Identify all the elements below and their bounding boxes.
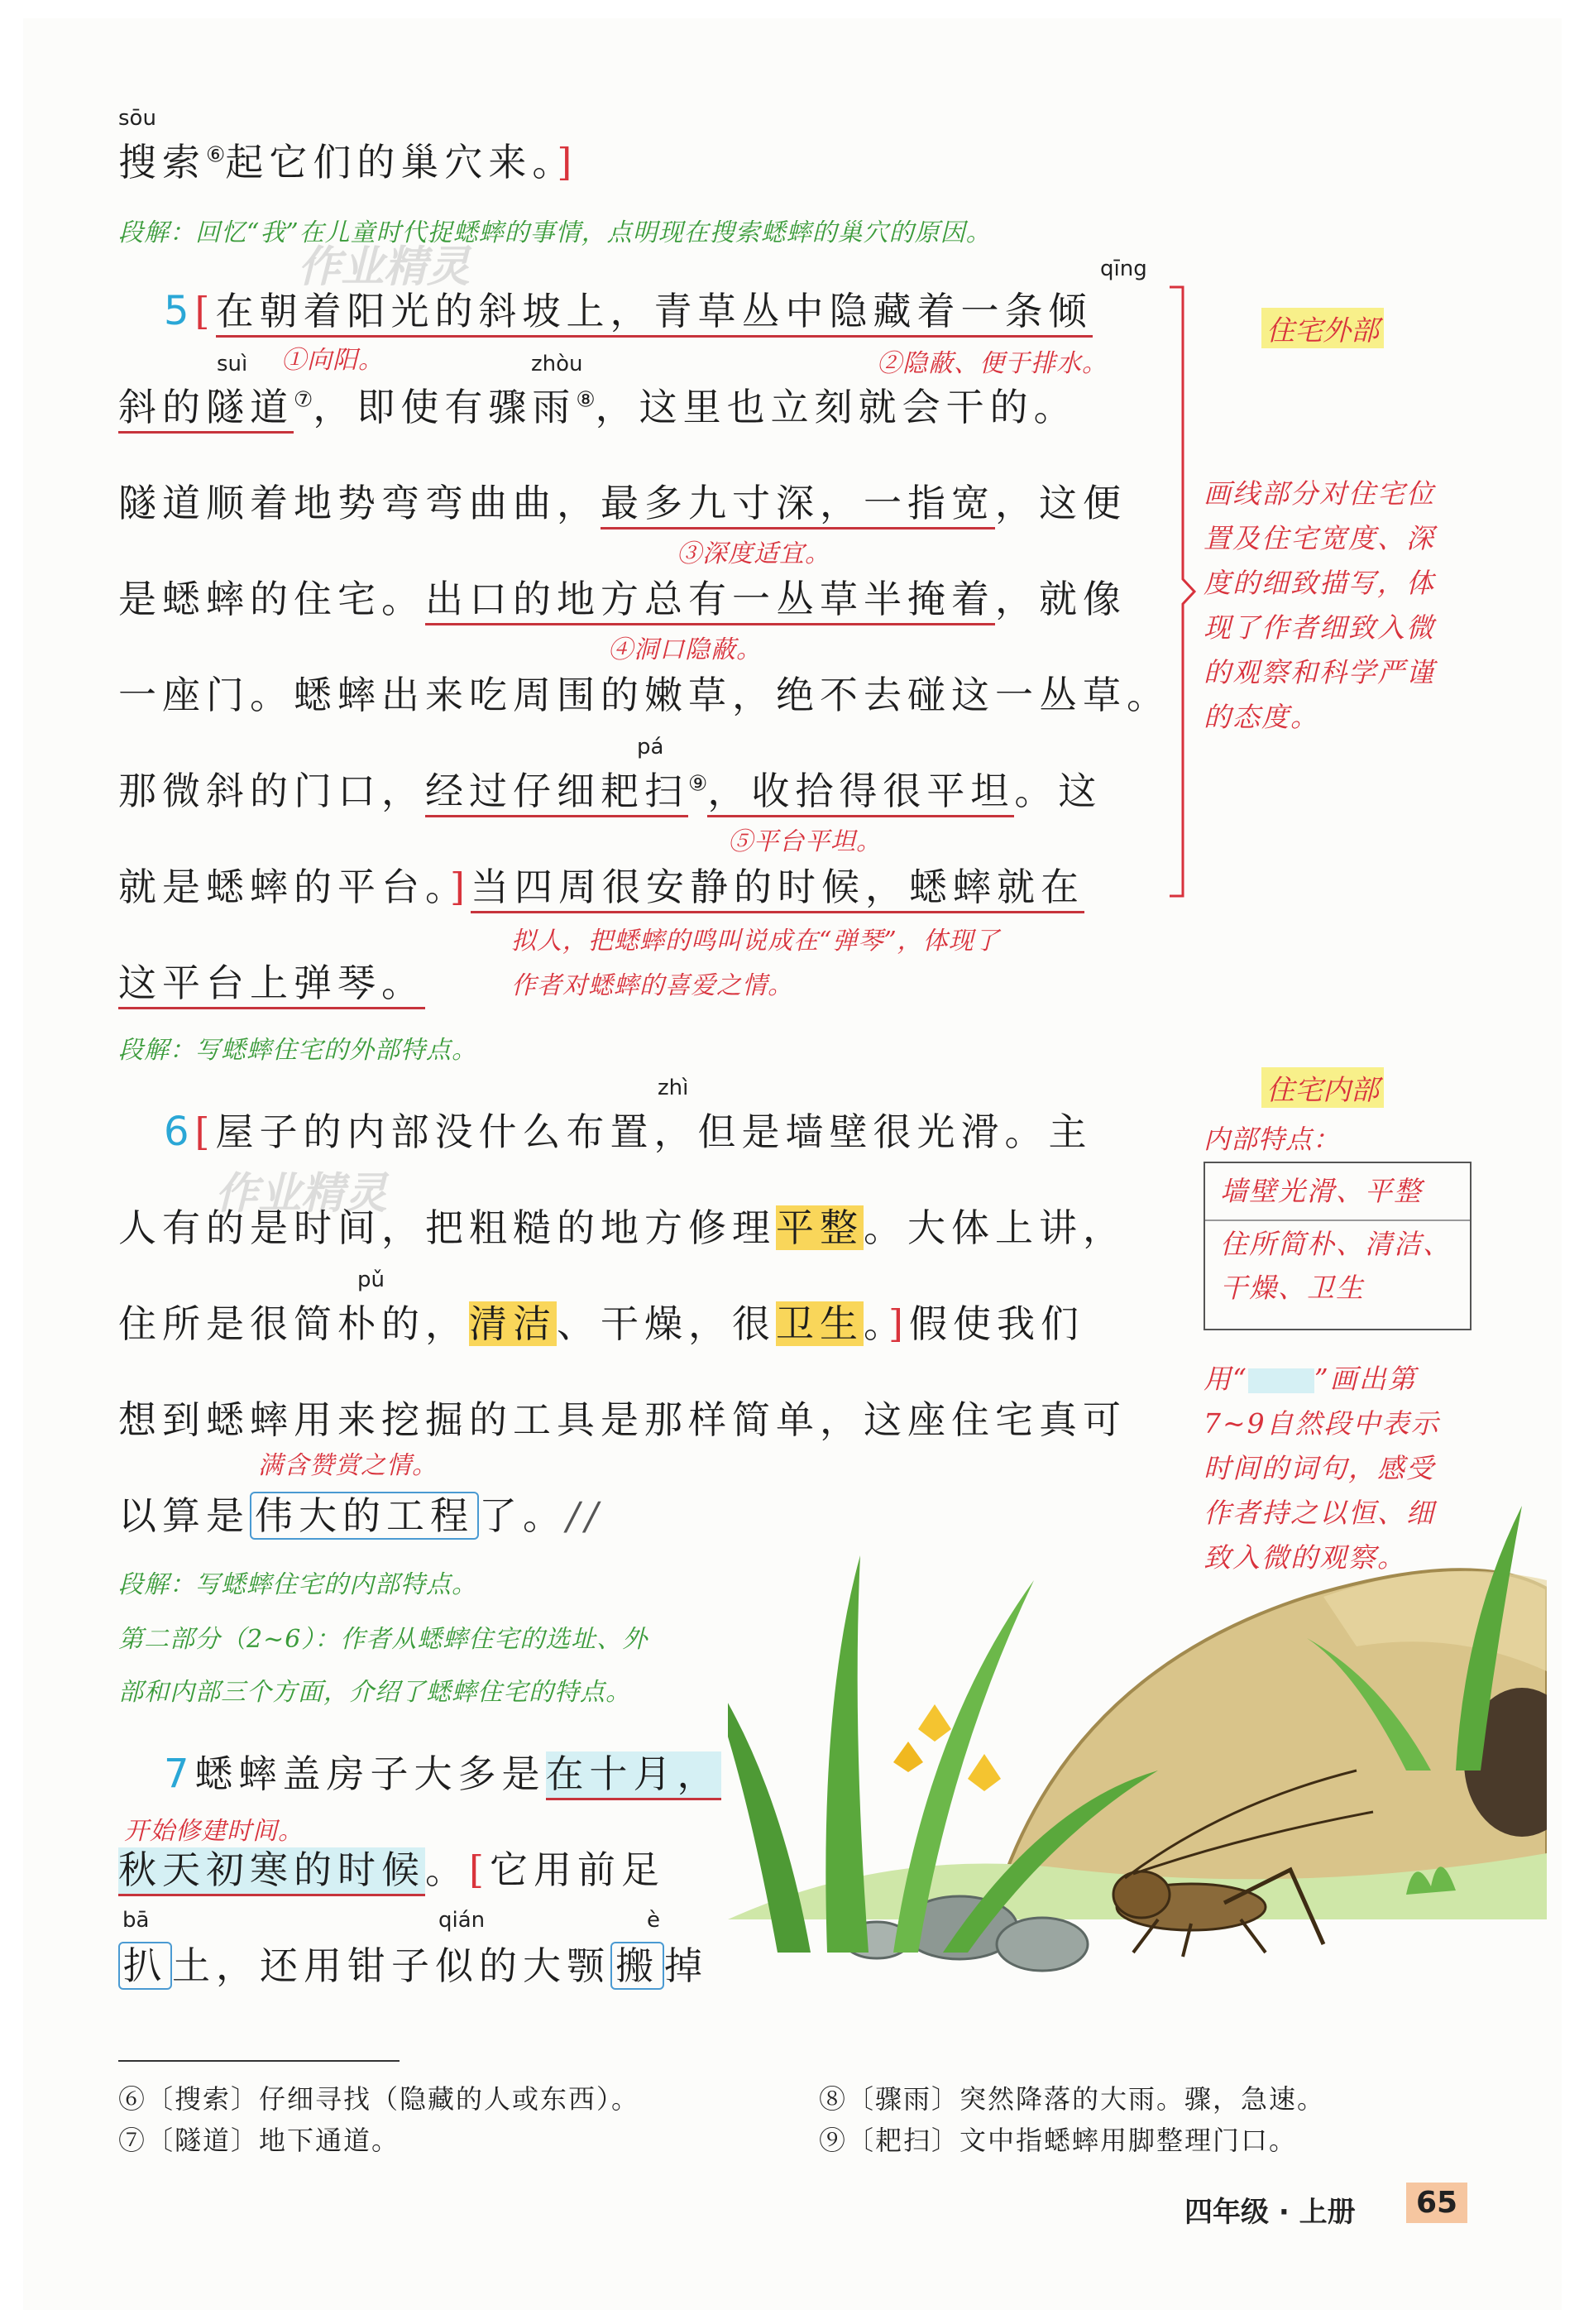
p5-l6-c: ，收拾得很平坦 — [707, 769, 1014, 817]
hint-line-2: 7~9自然段中表示 — [1204, 1407, 1440, 1440]
p6-analysis-note: 段解：写蟋蟀住宅的内部特点。 — [118, 1570, 477, 1599]
note-2-hidden: ②隐蔽、便于排水。 — [877, 349, 1108, 378]
cricket-illustration — [728, 1456, 1547, 2035]
p7-line-1 — [164, 1744, 721, 1799]
note-6-personification-1: 拟人，把蟋蟀的鸣叫说成在“弹琴”，体现了 — [511, 927, 1000, 956]
watermark-1: 作业精灵 — [298, 242, 471, 292]
p5-l6-a: 那微斜的门口， — [118, 769, 425, 813]
p5-l7-a: 就是蟋蟀的平台。 — [118, 865, 450, 909]
boxed-verb-dig: 扒 — [118, 1942, 172, 1990]
p7-l2-c: 它用前足 — [489, 1847, 665, 1892]
hint-open: 用“ — [1204, 1363, 1248, 1395]
p6-l5-a: 以算是 — [118, 1493, 250, 1538]
footnote-8: ⑧〔骤雨〕突然降落的大雨。骤，急速。 — [819, 2083, 1326, 2115]
p5-line-8-wrap — [118, 953, 425, 1008]
p6-close-bracket: ] — [888, 1301, 909, 1346]
pinyin-sou: sōu — [118, 106, 156, 131]
p7-open-bracket: [ — [469, 1847, 490, 1892]
hint-line-1 — [1204, 1357, 1440, 1402]
footnote-7: ⑦〔隧道〕地下通道。 — [118, 2125, 400, 2156]
p6-l3-d: 假使我们 — [908, 1301, 1084, 1346]
p5-l2-a: 斜的隧道 — [118, 385, 294, 434]
p7-line-2 — [118, 1840, 665, 1895]
side-note-1 — [1204, 472, 1435, 740]
p5-l1-b: 青草丛中隐藏着一条倾 — [654, 289, 1093, 338]
highlight-smooth: 平整 — [776, 1205, 864, 1250]
p6-line-1 — [164, 1102, 1093, 1157]
note-6-personification-2: 作者对蟋蟀的喜爱之情。 — [511, 971, 793, 1000]
tag-interior: 住宅内部 — [1261, 1067, 1384, 1108]
side-brace-1 — [1166, 285, 1199, 898]
side-note-1-line: 的态度。 — [1204, 701, 1319, 733]
p7-l3-b: 掉 — [664, 1943, 708, 1988]
boxed-verb-move: 搬 — [610, 1942, 664, 1990]
p6-l3-b: 、干燥，很 — [557, 1301, 776, 1346]
pinyin-qian: qián — [438, 1908, 486, 1933]
hint-line-3: 时间的词句，感受 — [1204, 1452, 1435, 1484]
p5-l1-a: 在朝着阳光的斜坡上， — [216, 289, 654, 338]
page-number: 65 — [1406, 2183, 1467, 2223]
p7-line-3 — [118, 1936, 708, 1991]
part2-summary-line-1: 第二部分（2~6）：作者从蟋蟀住宅的选址、外 — [118, 1625, 648, 1654]
hint-line-4: 作者持之以恒、细 — [1204, 1497, 1435, 1529]
note-1-sunny: ①向阳。 — [281, 346, 384, 375]
footer-grade: 四年级 · 上册 — [1184, 2196, 1356, 2229]
highlight-clean: 清洁 — [469, 1301, 557, 1346]
p7-l1-a: 蟋蟀盖房子大多是 — [194, 1751, 546, 1796]
p6-l5-b: 了。 — [479, 1493, 567, 1538]
pinyin-zhou: zhòu — [531, 352, 583, 376]
note-3-depth: ③深度适宜。 — [677, 539, 830, 568]
p6-line-4: 想到蟋蟀用来挖掘的工具是那样简单，这座住宅真可 — [118, 1397, 1127, 1442]
p6-l3-c: 。 — [864, 1301, 888, 1346]
pinyin-ba: bā — [122, 1908, 150, 1933]
blue-swatch — [1248, 1368, 1314, 1393]
p5-line-5: 一座门。蟋蟀出来吃周围的嫩草，绝不去碰这一丛草。 — [118, 673, 1170, 717]
p5-line-7 — [118, 857, 1084, 912]
p4-bracket: ] — [557, 140, 578, 184]
p4-text-a: 搜索 — [118, 140, 206, 184]
paragraph-number-6: 6 — [164, 1109, 195, 1155]
pinyin-zhi: zhì — [658, 1076, 689, 1100]
feature-dwelling-1: 住所简朴、清洁、 — [1220, 1228, 1452, 1260]
watermark-2: 作业精灵 — [215, 1168, 388, 1219]
interior-features-label: 内部特点： — [1204, 1124, 1341, 1155]
p5-l4-b: 出口的地方总有一丛草半掩着 — [425, 577, 995, 625]
time-phrase-october: 在十月， — [546, 1751, 721, 1800]
p6-line-2 — [118, 1198, 1127, 1253]
p5-l4-a: 是蟋蟀的住宅。 — [118, 577, 425, 621]
note-5-platform: ⑤平台平坦。 — [728, 827, 882, 856]
p5-l3-c: ，这便 — [995, 481, 1127, 525]
footnote-ref-9: ⑨ — [688, 771, 708, 797]
p4-text-b: 起它们的巢穴来。 — [225, 140, 558, 184]
footnote-divider — [118, 2060, 400, 2062]
p4-tail-line — [118, 132, 577, 187]
p7-l3-a: 土，还用钳子似的大颚 — [172, 1943, 610, 1988]
footnote-9: ⑨〔耙扫〕文中指蟋蟀用脚整理门口。 — [819, 2125, 1298, 2156]
p5-l6-b: 经过仔细耙扫 — [425, 769, 688, 817]
interior-features-box — [1204, 1162, 1472, 1330]
feature-walls: 墙壁光滑、平整 — [1205, 1163, 1470, 1221]
footnote-ref-6: ⑥ — [206, 142, 226, 168]
p6-open-bracket: [ — [194, 1109, 216, 1154]
side-note-1-line: 置及住宅宽度、深 — [1204, 522, 1435, 554]
tag-exterior: 住宅外部 — [1261, 308, 1384, 348]
p6-line-5 — [118, 1486, 604, 1541]
p4-analysis-note: 段解：回忆“我”在儿童时代捉蟋蟀的事情，点明现在搜索蟋蟀的巢穴的原因。 — [118, 218, 992, 247]
p5-line-4 — [118, 569, 1127, 624]
feature-dwelling-2: 干燥、卫生 — [1220, 1272, 1365, 1304]
note-4-entrance: ④洞口隐蔽。 — [608, 635, 762, 664]
side-note-1-line: 的观察和科学严谨 — [1204, 656, 1435, 688]
time-phrase-autumn: 秋天初寒的时候 — [118, 1847, 425, 1896]
p5-l4-c: ，就像 — [995, 577, 1127, 621]
hint-close: ”画出第 — [1314, 1363, 1417, 1395]
side-note-1-line: 度的细致描写，体 — [1204, 567, 1435, 599]
p6-l1: 屋子的内部没什么布置，但是墙壁很光滑。主 — [215, 1109, 1093, 1154]
hint-line-5: 致入微的观察。 — [1204, 1541, 1406, 1574]
p5-analysis-note: 段解：写蟋蟀住宅的外部特点。 — [118, 1036, 477, 1065]
p6-l2-a: 人有的是时间，把粗糙的地方修理 — [118, 1205, 776, 1250]
side-note-1-line: 画线部分对住宅位 — [1204, 477, 1435, 510]
note-appreciation: 满含赞赏之情。 — [258, 1451, 438, 1480]
p5-l6-d: 。这 — [1014, 769, 1103, 813]
boxed-great-project: 伟大的工程 — [250, 1492, 479, 1540]
p5-l2-b: ，即使有骤雨 — [313, 385, 577, 429]
footnote-ref-7: ⑦ — [294, 387, 313, 413]
pinyin-pa: pá — [637, 735, 664, 759]
section-divider-mark: // — [567, 1493, 604, 1538]
p5-line-1 — [164, 281, 1093, 336]
footnote-6: ⑥〔搜索〕仔细寻找（隐藏的人或东西）。 — [118, 2083, 640, 2115]
p6-l2-b: 。大体上讲， — [864, 1205, 1127, 1250]
pinyin-pu: pǔ — [357, 1267, 385, 1292]
p5-close-bracket: ] — [450, 865, 471, 909]
pinyin-e: è — [647, 1908, 660, 1933]
p5-l7-b: 当四周很安静的时候，蟋蟀就在 — [471, 865, 1084, 913]
paragraph-number-7: 7 — [164, 1751, 195, 1797]
p5-l2-c: ，这里也立刻就会干的。 — [595, 385, 1078, 429]
p5-line-3 — [118, 473, 1127, 528]
p7-l2-b: 。 — [425, 1847, 469, 1892]
p5-l3-b: 最多九寸深，一指宽 — [601, 481, 995, 529]
p5-line-6 — [118, 761, 1102, 816]
pinyin-qing: qīng — [1100, 256, 1147, 281]
paragraph-number-5: 5 — [164, 288, 195, 334]
note-construction-time: 开始修建时间。 — [124, 1817, 304, 1846]
p5-line-8: 这平台上弹琴。 — [118, 961, 425, 1009]
p5-l3-a: 隧道顺着地势弯弯曲曲， — [118, 481, 601, 525]
footnote-ref-8: ⑧ — [576, 387, 596, 413]
p6-l3-a: 住所是很简朴的， — [118, 1301, 469, 1346]
p5-open-bracket: [ — [194, 289, 216, 333]
p5-line-2 — [118, 377, 1078, 432]
pinyin-sui: suì — [217, 352, 248, 376]
side-note-1-line: 现了作者细致入微 — [1204, 611, 1435, 644]
highlight-hygienic: 卫生 — [776, 1301, 864, 1346]
p6-line-3 — [118, 1294, 1084, 1349]
part2-summary-line-2: 部和内部三个方面，介绍了蟋蟀住宅的特点。 — [118, 1678, 631, 1707]
